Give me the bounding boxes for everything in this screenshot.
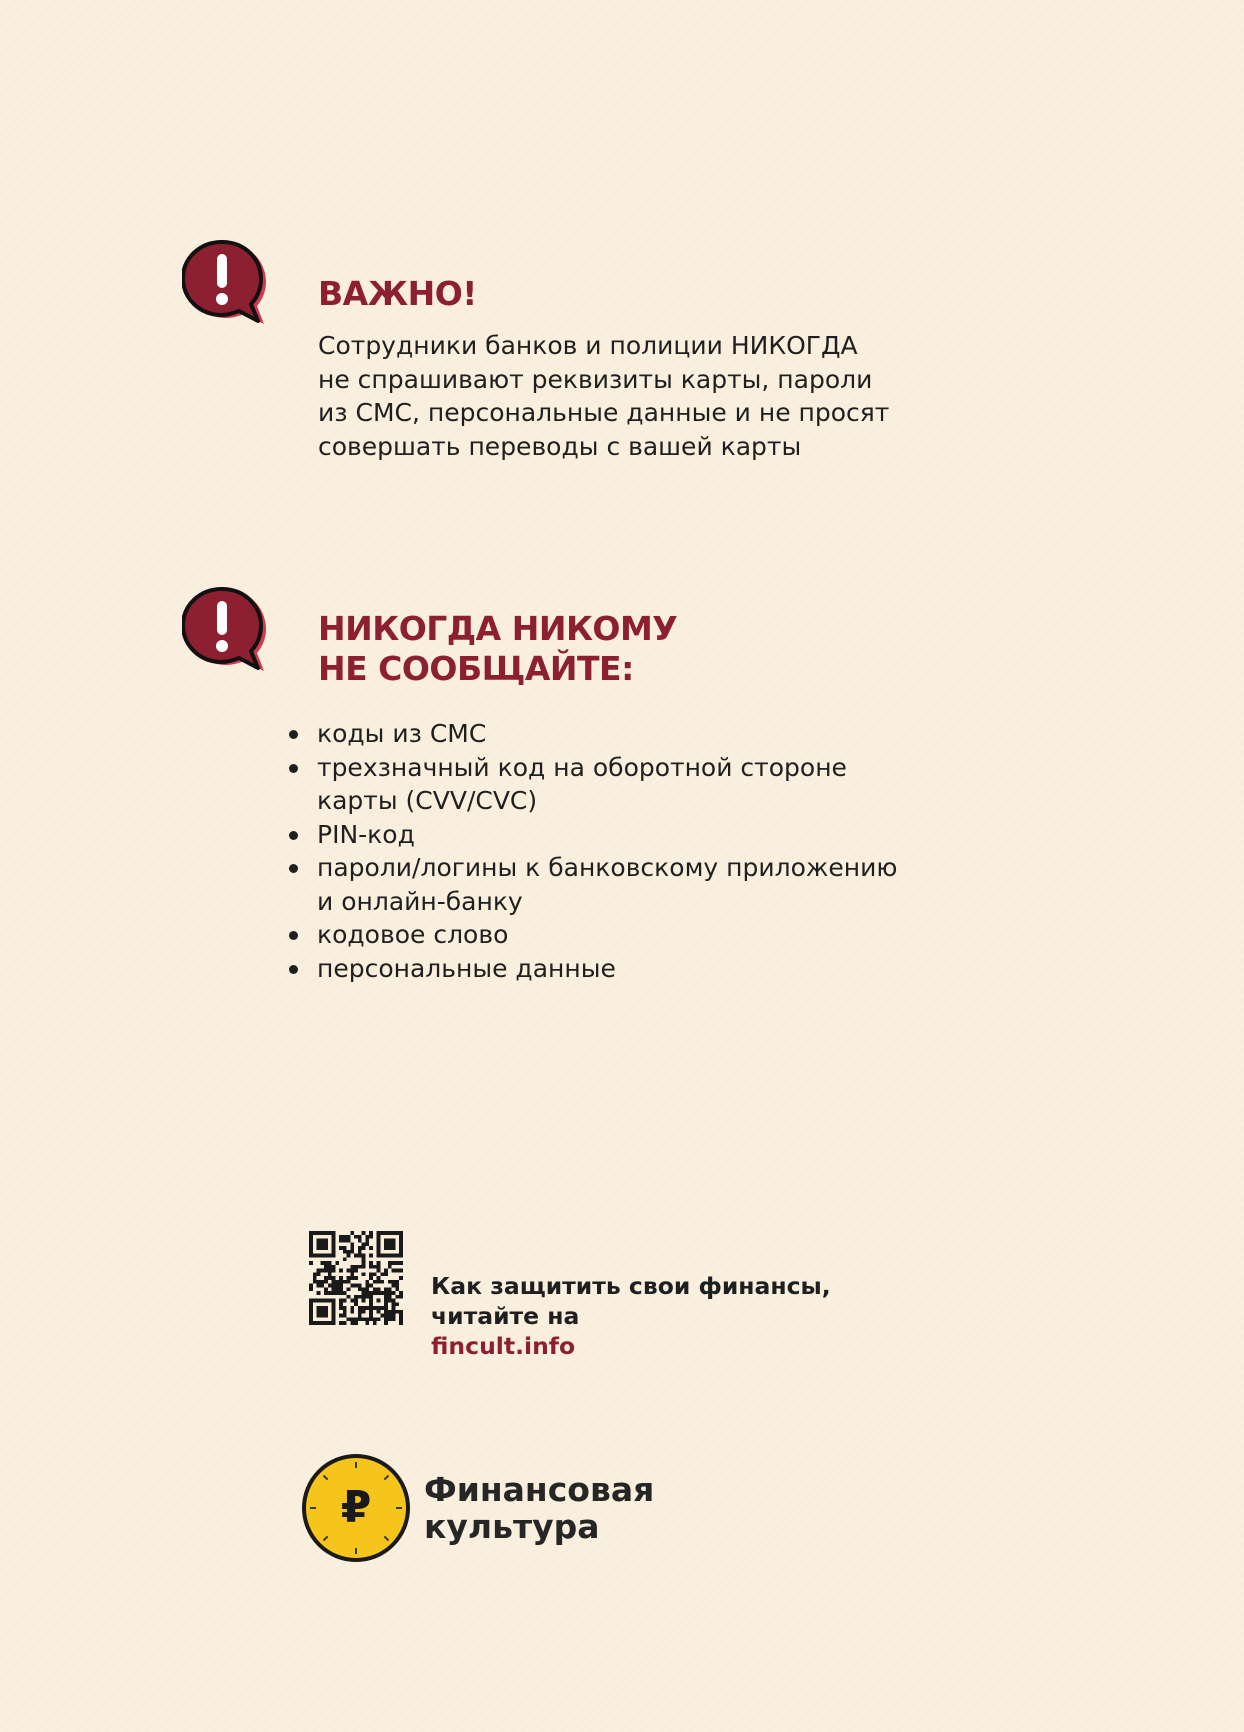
list-item-line: кодовое слово (317, 920, 509, 949)
list-item-line: PIN-код (317, 819, 415, 849)
list-item-line: персональные данные (317, 953, 616, 983)
list-item (289, 818, 897, 852)
important-body (318, 329, 889, 463)
alert-icon (182, 587, 274, 679)
never-heading (318, 609, 677, 689)
logo-text (424, 1471, 654, 1545)
fincult-link[interactable]: fincult.info (431, 1332, 576, 1360)
bullet-icon (289, 831, 298, 840)
bullet-icon (289, 730, 298, 739)
list-item-line: трехзначный код на оборотной стороне (317, 752, 847, 782)
list-item-line: коды из СМС (317, 719, 487, 748)
never-heading-line: НИКОГДА НИКОМУ (318, 609, 678, 648)
ruble-coin-icon (301, 1453, 411, 1563)
list-item (289, 717, 897, 751)
important-body-line: Сотрудники банков и полиции НИКОГДА (318, 331, 858, 360)
list-item (289, 851, 897, 918)
bullet-icon (289, 931, 298, 940)
never-list (289, 717, 897, 985)
cta-line: Как защитить свои финансы, (431, 1272, 831, 1300)
logo-line: культура (424, 1507, 600, 1546)
list-item (289, 952, 897, 986)
never-heading-line: НЕ СООБЩАЙТЕ: (318, 649, 634, 688)
list-item-line: карты (CVV/CVC) (317, 786, 538, 815)
logo-line: Финансовая (424, 1470, 655, 1509)
bullet-icon (289, 864, 298, 873)
cta-prefix: читайте на (431, 1302, 580, 1330)
bullet-icon (289, 965, 298, 974)
list-item (289, 918, 897, 952)
qr-code-icon[interactable] (309, 1231, 403, 1325)
ruble-symbol: ₽ (340, 1482, 372, 1533)
cta-text (431, 1271, 831, 1361)
list-item (289, 751, 897, 818)
important-body-line: не спрашивают реквизиты карты, пароли (318, 364, 873, 394)
bullet-icon (289, 764, 298, 773)
important-body-line: совершать переводы с вашей карты (318, 431, 802, 461)
alert-icon (182, 240, 274, 332)
important-heading (318, 274, 477, 314)
important-body-line: из СМС, персональные данные и не просят (318, 398, 890, 427)
important-heading-text: ВАЖНО! (318, 274, 477, 313)
cta-line (431, 1301, 831, 1361)
list-item-line: и онлайн-банку (317, 886, 523, 916)
list-item-line: пароли/логины к банковскому приложению (317, 853, 898, 882)
